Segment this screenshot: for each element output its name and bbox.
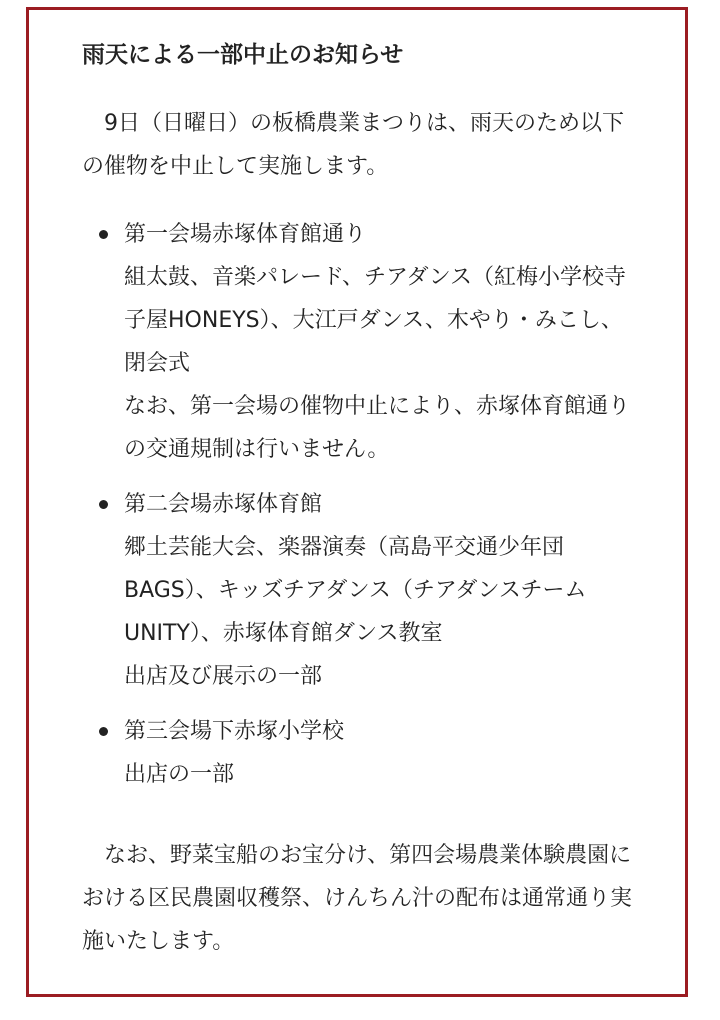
venue-name: 第三会場下赤塚小学校 <box>124 719 345 744</box>
notice-title: 雨天による一部中止のお知らせ <box>82 42 404 68</box>
venue-list <box>82 213 642 796</box>
venue-name: 第一会場赤塚体育館通り <box>124 222 367 247</box>
venue-details: 組太鼓、音楽パレード、チアダンス（紅梅小学校寺子屋HONEYS）、大江戸ダンス、木やり・みこし、閉会式 <box>124 265 627 376</box>
venue-item-second <box>82 483 642 698</box>
venue-details: 出店の一部 <box>124 762 235 787</box>
venue-details: 郷土芸能大会、楽器演奏（高島平交通少年団BAGS）、キッズチアダンス（チアダンスチームUNITY）、赤塚体育館ダンス教室 <box>124 535 587 646</box>
venue-item-third <box>82 710 642 796</box>
venue-note: なお、第一会場の催物中止により、赤塚体育館通りの交通規制は行いません。 <box>124 394 631 462</box>
bullet-icon <box>99 230 108 239</box>
notice-box <box>26 7 688 997</box>
notice-content <box>82 38 642 963</box>
intro-paragraph: 9日（日曜日）の板橋農業まつりは、雨天のため以下の催物を中止して実施します。 <box>82 111 624 179</box>
venue-item-first <box>82 213 642 471</box>
venue-name: 第二会場赤塚体育館 <box>124 492 323 517</box>
closing-paragraph: なお、野菜宝船のお宝分け、第四会場農業体験農園における区民農園収穫祭、けんちん汁の配布は通常通り実施いたします。 <box>82 843 633 954</box>
venue-note: 出店及び展示の一部 <box>124 664 323 689</box>
bullet-icon <box>99 727 108 736</box>
bullet-icon <box>99 500 108 509</box>
